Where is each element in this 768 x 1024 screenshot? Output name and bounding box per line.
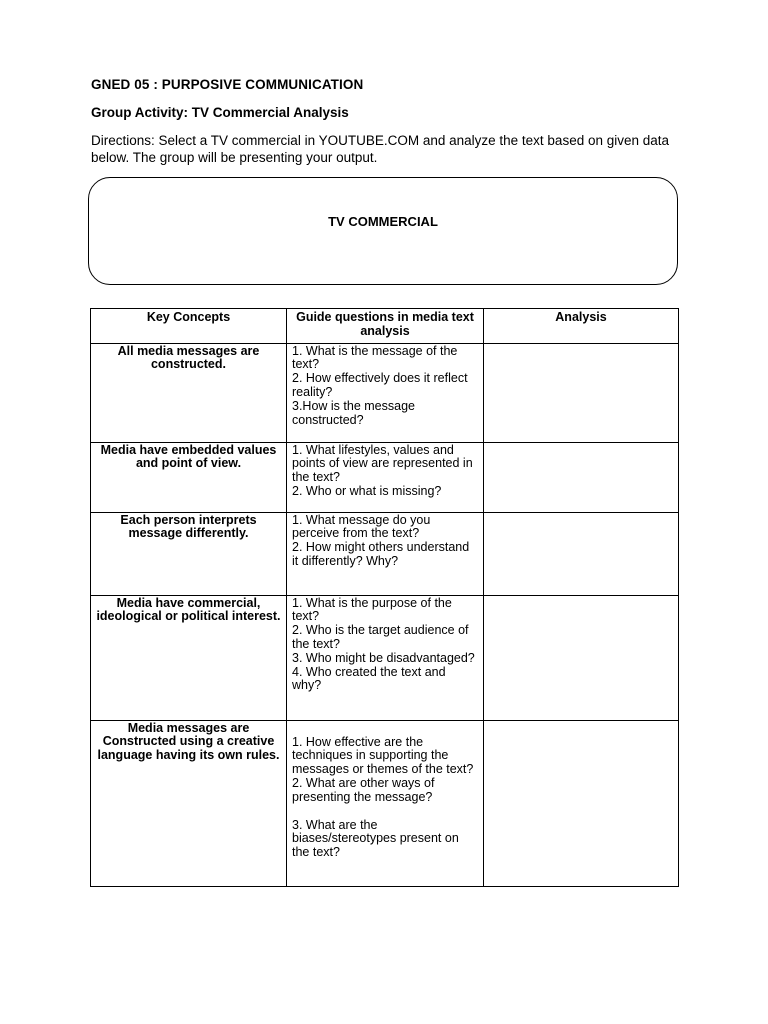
guide-question: 2. Who is the target audience of the text? <box>292 623 469 651</box>
guide-questions-cell <box>287 720 484 886</box>
directions-text: Directions: Select a TV commercial in YOUTUBE.COM and analyze the text based on given data below. The group will be presenting your output. <box>91 133 670 165</box>
analysis-cell[interactable] <box>484 720 679 886</box>
tv-commercial-label: TV COMMERCIAL <box>328 214 438 229</box>
guide-questions-cell <box>287 595 484 720</box>
course-title: GNED 05 : PURPOSIVE COMMUNICATION <box>91 77 364 92</box>
table-row <box>91 512 679 595</box>
guide-question: 1. How effective are the techniques in supporting the messages or themes of the text? <box>292 734 474 777</box>
guide-questions-cell <box>287 343 484 442</box>
guide-question: 2. What are other ways of presenting the message? <box>292 775 435 804</box>
guide-questions-cell <box>287 512 484 595</box>
guide-question: 1. What lifestyles, values and points of view are represented in the text? <box>292 442 473 485</box>
guide-question: 1. What is the message of the text? <box>292 343 458 372</box>
analysis-cell[interactable] <box>484 442 679 512</box>
guide-question: 1. What message do you perceive from the text? <box>292 512 431 541</box>
guide-question: 2. How might others understand it differently? Why? <box>292 540 470 568</box>
guide-questions-cell <box>287 442 484 512</box>
key-concept-cell: Each person interprets message differently. <box>91 512 287 595</box>
guide-question: 3. What are the biases/stereotypes present on the text? <box>292 817 459 860</box>
guide-question: 2. How effectively does it reflect reality? <box>292 371 468 399</box>
key-concept-cell: Media have commercial, ideological or political interest. <box>91 595 287 720</box>
guide-question: 3.How is the message constructed? <box>292 398 415 427</box>
guide-question: 4. Who created the text and why? <box>292 664 446 693</box>
header-analysis: Analysis <box>484 309 679 344</box>
tv-commercial-box <box>88 177 678 285</box>
header-guide-questions: Guide questions in media text analysis <box>287 309 484 344</box>
analysis-cell[interactable] <box>484 512 679 595</box>
key-concept-cell: Media have embedded values and point of view. <box>91 442 287 512</box>
table-row <box>91 720 679 886</box>
analysis-cell[interactable] <box>484 343 679 442</box>
activity-title: Group Activity: TV Commercial Analysis <box>91 105 349 120</box>
table-row <box>91 343 679 442</box>
key-concept-cell: Media messages are Constructed using a creative language having its own rules. <box>91 720 287 886</box>
table-row <box>91 442 679 512</box>
guide-question: 1. What is the purpose of the text? <box>292 595 452 624</box>
key-concept-cell: All media messages are constructed. <box>91 343 287 442</box>
analysis-table <box>90 308 679 887</box>
guide-question: 3. Who might be disadvantaged? <box>292 650 475 665</box>
header-key-concepts: Key Concepts <box>91 309 287 344</box>
table-row <box>91 595 679 720</box>
guide-question: 2. Who or what is missing? <box>292 483 442 498</box>
table-header-row <box>91 309 679 344</box>
analysis-cell[interactable] <box>484 595 679 720</box>
